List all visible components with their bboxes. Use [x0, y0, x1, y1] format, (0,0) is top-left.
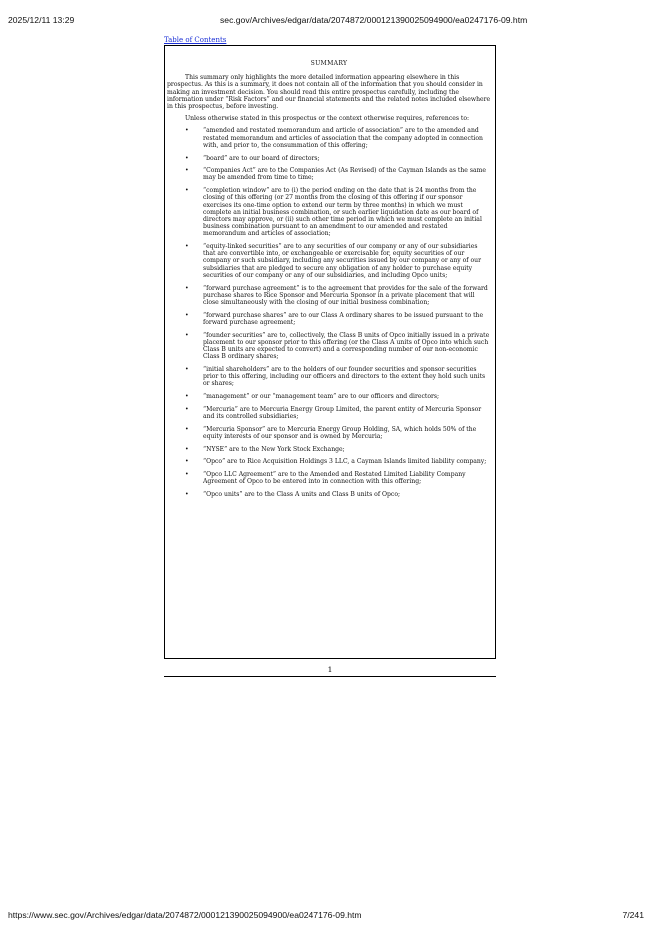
list-item — [167, 167, 491, 181]
list-item — [167, 491, 491, 498]
list-item — [167, 243, 491, 279]
section-title: SUMMARY — [310, 60, 348, 67]
print-datetime: 2025/12/11 13:29 — [8, 15, 75, 25]
bullet-icon: • — [185, 405, 189, 413]
bullet-icon: • — [185, 311, 189, 319]
list-item — [167, 446, 491, 453]
definition-text: “management” or our “management team” are to our officers and directors; — [203, 393, 440, 401]
definition-text: “forward purchase agreement” is to the agreement that provides for the sale of the forward purchase shares to Rice Sponsor and Mercuria Sponsor in a private placement that will close simultaneously with the closing of our initial business combination; — [203, 284, 488, 306]
bullet-icon: • — [185, 127, 189, 135]
list-item — [167, 471, 491, 485]
bullet-icon: • — [185, 445, 189, 453]
bullet-icon: • — [185, 154, 189, 162]
bullet-icon: • — [185, 470, 189, 478]
definition-text: “Opco” are to Rice Acquisition Holdings 3 LLC, a Cayman Islands limited liability company; — [203, 458, 487, 466]
bullet-icon: • — [185, 425, 189, 433]
list-item — [167, 458, 491, 465]
print-footer-url: https://www.sec.gov/Archives/edgar/data/2074872/000121390025094900/ea0247176-09.htm — [8, 910, 362, 920]
definition-text: “completion window” are to (i) the period ending on the date that is 24 months from the closing of this offering (or 27 months from the closing of this offering if our sponsor exercises its one-time option to extend our term by three months) in which we must complete an initial business combination, or such earlier liquidation date as our board of directors may approve, or (ii) such other time period in which we must complete an initial business combination pursuant to an amendment to our amended and restated memorandum and articles of association; — [203, 187, 482, 238]
page-divider — [164, 676, 496, 677]
definition-text: “initial shareholders” are to the holders of our founder securities and sponsor securities prior to this offering, including our officers and directors to the extent they hold such units or shares; — [203, 365, 486, 388]
print-header-title: sec.gov/Archives/edgar/data/2074872/000121390025094900/ea0247176-09.htm — [220, 15, 528, 25]
definitions-list — [167, 127, 491, 498]
list-item — [167, 366, 491, 388]
list-item — [167, 155, 491, 162]
list-item — [167, 406, 491, 420]
bullet-icon: • — [185, 458, 189, 466]
references-intro-paragraph: Unless otherwise stated in this prospectus or the context otherwise requires, references to: — [185, 115, 470, 123]
list-item — [167, 187, 491, 237]
list-item — [167, 393, 491, 400]
list-item — [167, 127, 491, 149]
table-of-contents-link[interactable]: Table of Contents — [164, 36, 227, 44]
list-item — [167, 312, 491, 326]
definition-text: “forward purchase shares” are to our Class A ordinary shares to be issued pursuant to the forward purchase agreement; — [203, 311, 484, 326]
definition-text: “Mercuria Sponsor” are to Mercuria Energy Group Holding, SA, which holds 50% of the equity interests of our sponsor and is owned by Mercuria; — [203, 425, 477, 440]
bullet-icon: • — [185, 331, 189, 339]
definition-text: “NYSE” are to the New York Stock Exchange; — [203, 445, 345, 453]
bullet-icon: • — [185, 167, 189, 175]
bullet-icon: • — [185, 284, 189, 292]
intro-paragraph: This summary only highlights the more detailed information appearing elsewhere in this prospectus. As this is a summary, it does not contain all of the information that you should consider in making an investment decision. You should read this entire prospectus carefully, including the information under “Risk Factors” and our financial statements and the related notes included elsewhere in this prospectus, before investing. — [167, 74, 491, 111]
bullet-icon: • — [185, 187, 189, 195]
print-page-counter: 7/241 — [622, 910, 644, 920]
bullet-icon: • — [185, 365, 189, 373]
definition-text: “amended and restated memorandum and article of association” are to the amended and restated memorandum and articles of association that the company adopted in connection with, and prior to, the consummation of this offering; — [203, 127, 483, 149]
definition-text: “Opco LLC Agreement” are to the Amended and Restated Limited Liability Company Agreement of Opco to be entered into in connection with this offering; — [203, 470, 466, 486]
bullet-icon: • — [185, 393, 189, 401]
list-item — [167, 285, 491, 307]
definition-text: “Mercuria” are to Mercuria Energy Group Limited, the parent entity of Mercuria Sponsor and its controlled subsidiaries; — [203, 405, 482, 420]
definition-text: “board” are to our board of directors; — [203, 154, 320, 162]
definition-text: “founder securities” are to, collectively, the Class B units of Opco initially issued in a private placement to our sponsor prior to this offering (or the Class A units of Opco into which such Class B units are expected to convert) and a corresponding number of our non-economic Class B ordinary shares; — [203, 331, 490, 361]
bullet-icon: • — [185, 490, 189, 498]
summary-section — [167, 60, 491, 504]
definition-text: “Companies Act” are to the Companies Act (As Revised) of the Cayman Islands as the same may be amended from time to time; — [203, 167, 486, 182]
page-number: 1 — [327, 665, 333, 674]
definition-text: “equity-linked securities” are to any securities of our company or any of our subsidiaries that are convertible into, or exchangeable or exercisable for, equity securities of our company or such subsidiary, including any securities issued by our company or any of our subsidiaries that are pledged to secure any obligation of any holder to purchase equity securities of our company or any of our subsidiaries, and including Opco units; — [203, 243, 482, 279]
bullet-icon: • — [185, 243, 189, 251]
definition-text: “Opco units” are to the Class A units and Class B units of Opco; — [203, 490, 401, 498]
list-item — [167, 332, 491, 361]
list-item — [167, 426, 491, 440]
